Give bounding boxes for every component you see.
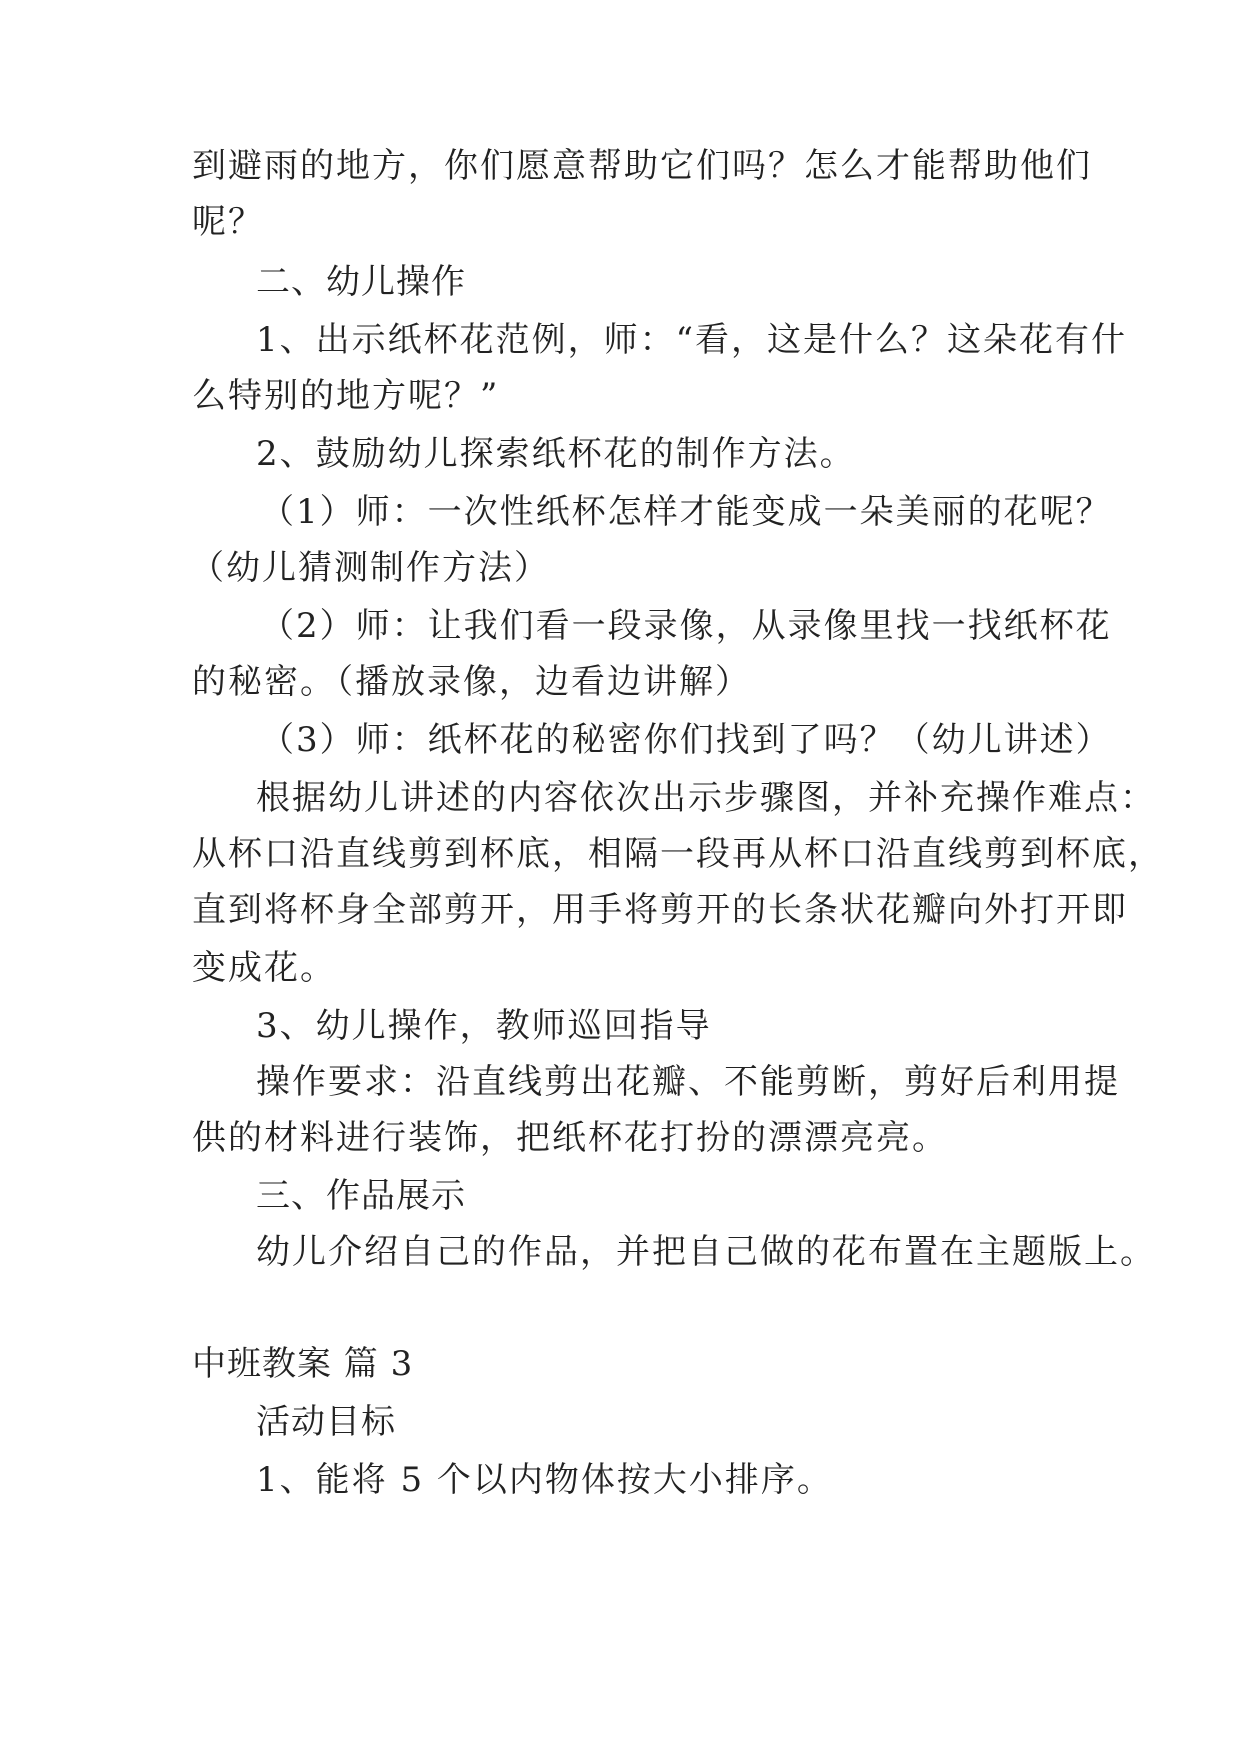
chapter-title: 中班教案 篇 3 [192, 1344, 414, 1384]
paragraph-line: 从杯口沿直线剪到杯底，相隔一段再从杯口沿直线剪到杯底， [192, 834, 1164, 874]
paragraph-line: 1、出示纸杯花范例，师：“看，这是什么？这朵花有什 [256, 320, 1128, 360]
paragraph-line: （幼儿猜测制作方法） [190, 548, 550, 588]
section-heading: 活动目标 [256, 1402, 396, 1442]
paragraph-line: 根据幼儿讲述的内容依次出示步骤图，并补充操作难点： [256, 778, 1156, 818]
paragraph-line: 呢？ [192, 202, 264, 242]
paragraph-line: 操作要求：沿直线剪出花瓣、不能剪断，剪好后利用提 [256, 1062, 1120, 1102]
paragraph-line: 到避雨的地方，你们愿意帮助它们吗？怎么才能帮助他们 [192, 146, 1092, 186]
paragraph-line: 变成花。 [192, 948, 336, 988]
paragraph-line: 3、幼儿操作，教师巡回指导 [256, 1006, 712, 1046]
paragraph-line: 2、鼓励幼儿探索纸杯花的制作方法。 [256, 434, 856, 474]
paragraph-line: 的秘密。（播放录像，边看边讲解） [192, 662, 751, 702]
paragraph-line: （3）师：纸杯花的秘密你们找到了吗？（幼儿讲述） [260, 720, 1112, 760]
paragraph-line: 么特别的地方呢？” [192, 376, 500, 416]
paragraph-line: 直到将杯身全部剪开，用手将剪开的长条状花瓣向外打开即 [192, 890, 1128, 930]
paragraph-line: （1）师：一次性纸杯怎样才能变成一朵美丽的花呢？ [260, 492, 1112, 532]
paragraph-line: 1、能将 5 个以内物体按大小排序。 [256, 1460, 833, 1500]
section-heading: 二、幼儿操作 [256, 262, 466, 302]
paragraph-line: 幼儿介绍自己的作品，并把自己做的花布置在主题版上。 [256, 1232, 1156, 1272]
paragraph-line: 供的材料进行装饰，把纸杯花打扮的漂漂亮亮。 [192, 1118, 948, 1158]
section-heading: 三、作品展示 [256, 1176, 466, 1216]
paragraph-line: （2）师：让我们看一段录像，从录像里找一找纸杯花 [260, 606, 1112, 646]
